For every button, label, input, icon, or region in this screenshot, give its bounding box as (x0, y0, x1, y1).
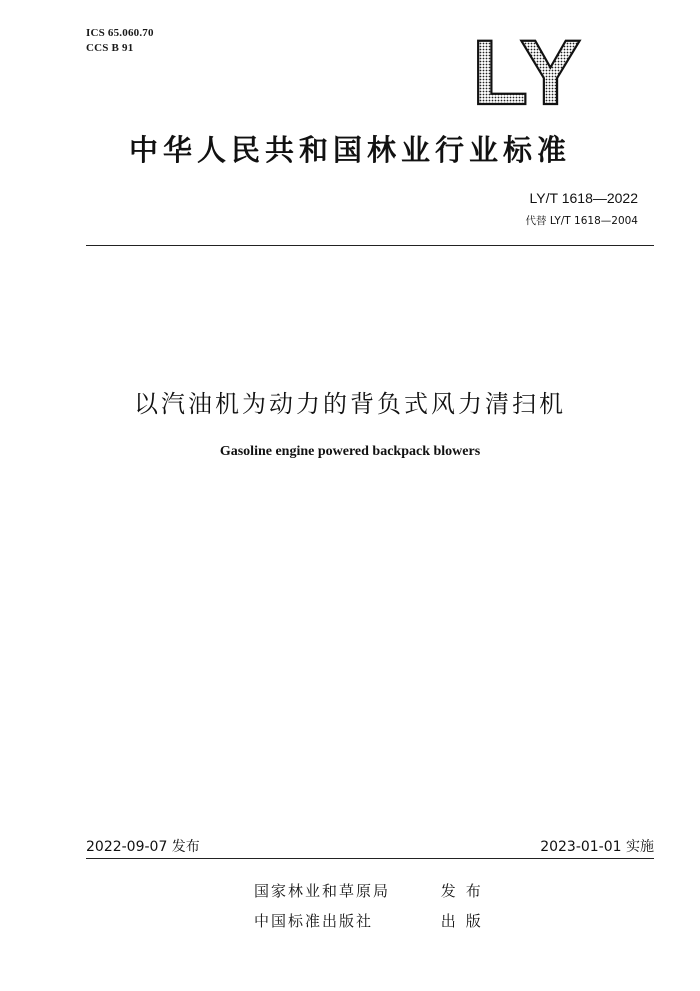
ly-logo (470, 30, 600, 110)
bottom-divider (86, 858, 654, 859)
publisher-org: 国家林业和草原局 (254, 882, 391, 900)
publisher-row (254, 910, 491, 931)
standard-category: 中华人民共和国林业行业标准 (128, 133, 571, 167)
replaces-standard: 代替 LY/T 1618—2004 (525, 215, 638, 227)
document-title-english: Gasoline engine powered backpack blowers (219, 444, 481, 459)
ccs-code: CCS B 91 (86, 42, 134, 54)
implementation-date: 2023-01-01 实施 (540, 839, 654, 855)
ics-code: ICS 65.060.70 (86, 27, 154, 39)
top-divider (86, 245, 654, 246)
document-title-chinese: 以汽油机为动力的背负式风力清扫机 (134, 390, 566, 418)
standard-number: LY/T 1618—2022 (529, 190, 638, 206)
publisher-row (254, 880, 491, 901)
publisher-role: 发布 (440, 882, 491, 900)
publisher-role: 出版 (440, 912, 491, 930)
logo-letters: LY (472, 30, 582, 110)
publisher-org: 中国标准出版社 (254, 912, 374, 930)
issue-date: 2022-09-07 发布 (86, 839, 200, 855)
